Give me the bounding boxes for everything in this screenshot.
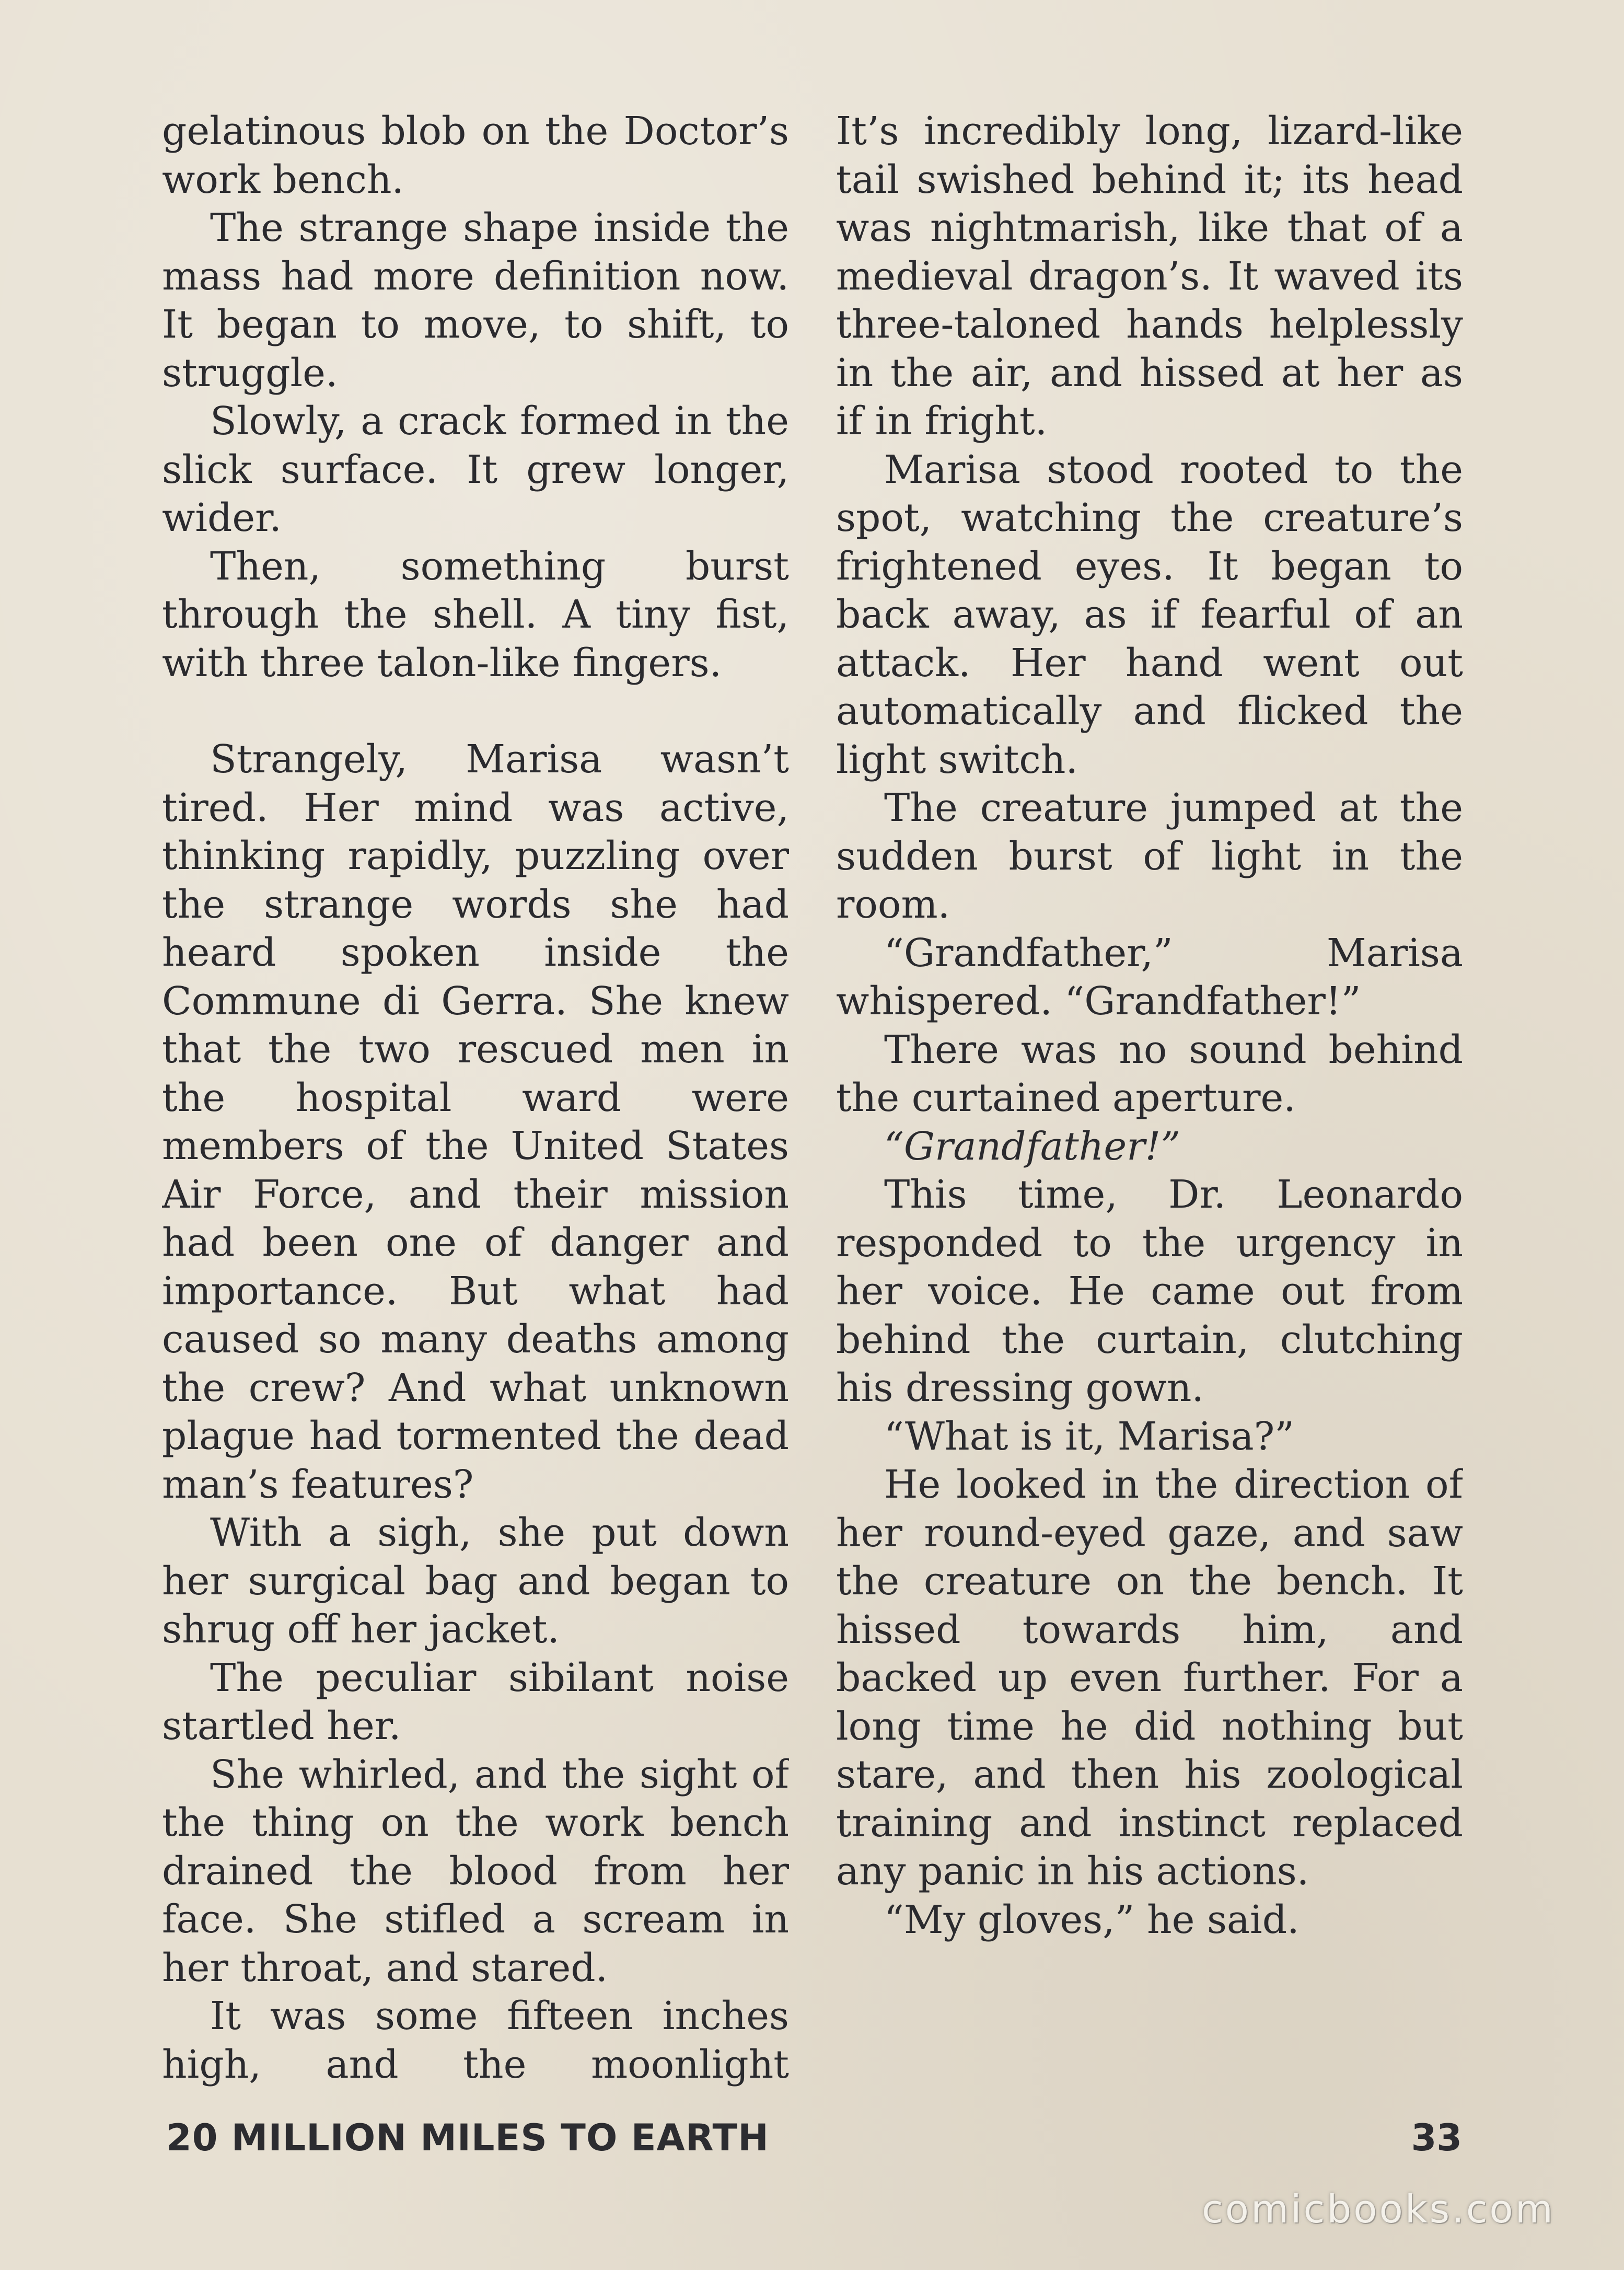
text-column-left [162,107,789,2088]
paragraph: With a sigh, she put down her surgical bag and began to shrug off her jacket. [162,1510,789,1652]
paragraph: “Grandfather,” Marisa whispered. “Grandfather!” [836,930,1463,1024]
paragraph: Slowly, a crack formed in the slick surface. It grew longer, wider. [162,399,789,540]
paragraph: It’s incredibly long, lizard-like tail swished behind it; its head was nightmarish, like that of a medieval dragon’s. It waved its three-taloned hands helplessly in the air, and hissed at her as if in fright. [836,109,1463,444]
paragraph: Then, something burst through the shell. A tiny fist, with three talon-like fingers. [162,543,789,686]
watermark-logo: comicbooks.com [1202,2187,1555,2232]
paragraph: The strange shape inside the mass had more definition now. It began to move, to shift, to struggle. [162,205,789,396]
paragraph: Marisa stood rooted to the spot, watching the creature’s frightened eyes. It began to back away, as if fearful of an attack. Her hand went out automatically and flicked the light switch. [836,447,1463,782]
paragraph: She whirled, and the sight of the thing on the work bench drained the blood from her face. She stifled a scream in her throat, and stared. [162,1752,789,1990]
paragraph: There was no sound behind the curtained aperture. [836,1027,1463,1120]
paragraph: The creature jumped at the sudden burst of light in the room. [836,785,1463,927]
paragraph: This time, Dr. Leonardo responded to the urgency in her voice. He came out from behind the curtain, clutching his dressing gown. [836,1172,1463,1410]
paragraph: It was some fifteen inches high, and the moonlight [162,1994,789,2087]
paragraph: gelatinous blob on the Doctor’s work bench. [162,109,789,202]
paragraph: He looked in the direction of her round-eyed gaze, and saw the creature on the bench. It hissed towards him, and backed up even further. For a long time he did nothing but stare, and then his zoological training and instinct replaced any panic in his actions. [836,1462,1463,1894]
paragraph: The peculiar sibilant noise startled her. [162,1655,789,1748]
paragraph: Strangely, Marisa wasn’t tired. Her mind was active, thinking rapidly, puzzling over the strange words she had heard spoken inside the Commune di Gerra. She knew that the two rescued men in the hospital ward were members of the United States Air Force, and their mission had been one of danger and importance. But what had caused so many deaths among the crew? And what unknown plague had tormented the dead man’s features? [162,737,789,1507]
text-column-right [836,107,1463,2088]
paragraph: “Grandfather!” [884,1124,1181,1169]
paragraph: “My gloves,” he said. [884,1897,1300,1942]
page-footer [166,2116,1462,2174]
paragraph: “What is it, Marisa?” [884,1414,1295,1459]
running-title: 20 MILLION MILES TO EARTH [166,2116,769,2159]
page-number: 33 [1411,2116,1462,2159]
